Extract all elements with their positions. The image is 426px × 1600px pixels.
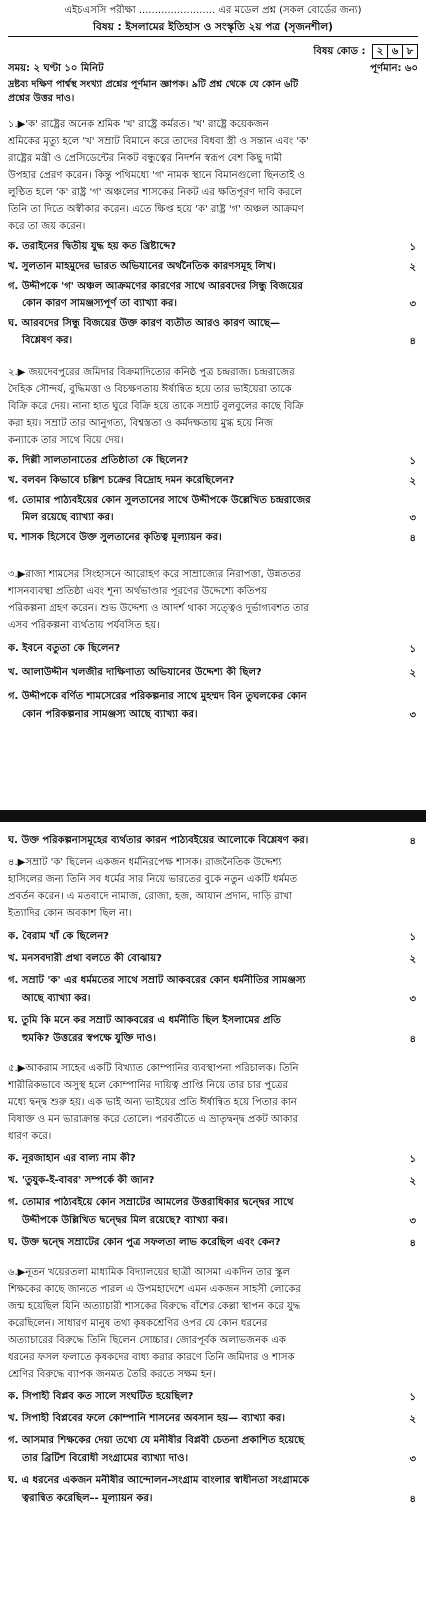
q5-stem: ৫.▶আকরাম সাহেব একটি বিখ্যাত কোম্পানির ব্যবস্থাপনা পরিচালক। তিনি <box>8 1063 299 1074</box>
header-rule <box>8 36 418 37</box>
instruction: প্রশ্নের উত্তর দাও। <box>8 93 75 104</box>
q6-a-mark: ১ <box>409 1392 416 1403</box>
q3-d-mark: ৪ <box>409 836 416 847</box>
q3-a: ক. ইবনে বতুতা কে ছিলেন? <box>8 643 121 654</box>
q3-d: ঘ. উক্ত পরিকল্পনাসমূহের ব্যর্থতার কারন পাঠ্যবইয়ের আলোকে বিশ্লেষণ কর। <box>8 835 309 846</box>
q2-c: মিল রয়েছে ব্যাখ্যা কর। <box>22 512 114 523</box>
q4-d: ঘ. তুমি কি মনে কর সম্রাট আকবরের এ ধর্মনীতি ছিল ইসলামের প্রতি <box>8 1015 281 1026</box>
q3-c: গ. উদ্দীপকে বর্ণিত শামসেরের পরিকল্পনার সাথে মুহম্মদ বিন তুঘলকের কোন <box>8 691 307 702</box>
q5-d-mark: ৪ <box>409 1238 416 1249</box>
q3-c-mark: ৩ <box>409 710 416 721</box>
q1-b: খ. সুলতান মাহমুদের ভারত অভিযানের অর্থনৈতিক কারণসমূহ লিখ। <box>8 261 276 272</box>
code-digit: ২ <box>372 44 388 59</box>
q2-b-mark: ২ <box>409 476 416 487</box>
q1-stem: রাষ্ট্রের মন্ত্রী ও প্রেসিডেন্টের নিকট বন্ধুত্বের নিদর্শন স্বরূপ বেশ কিছু দামী <box>8 153 283 164</box>
q2-stem: বিক্রি করে দেয়। নানা হাত ঘুরে বিক্রি হয়ে তাকে সম্রাট বুলবুলের কাছে বিক্রি <box>8 401 304 412</box>
q1-a-mark: ১ <box>409 242 416 253</box>
q4-a-mark: ১ <box>409 932 416 943</box>
q6-c: গ. আসমার শিক্ষকের দেয়া তথ্যে যে মনীষীর বিপ্লবী চেতনা প্রকাশিত হয়েছে <box>8 1435 305 1446</box>
q6-stem: জন্ম হয়েছিল যিনি অত্যাচারী শাসকের বিরুদ্ধে বাঁশের কেল্লা স্থাপন করে যুদ্ধ <box>8 1301 301 1312</box>
q1-d-mark: ৪ <box>409 336 416 347</box>
code-digit: ৬ <box>387 44 403 59</box>
q5-c: উদ্দীপকে উল্লিখিত দ্বন্দ্বের মিল রয়েছে? ব্যাখ্যা কর। <box>22 1215 228 1226</box>
q1-stem: উপহার প্রেরণ করেন। কিন্তু পথিমধ্যে 'গ' নামক স্থানে বিমানগুলো ছিনতাই ও <box>8 170 306 181</box>
q5-c: গ. তোমার পাঠ্যবইয়ে কোন সম্রাটের আমলের উত্তরাধিকার দ্বন্দ্বের সাথে <box>8 1197 294 1208</box>
q2-stem: দৈহিক সৌন্দর্য, বুদ্ধিমত্তা ও বিচক্ষণতায় ঈর্ষান্বিত হয়ে তার ভাইয়েরা তাকে <box>8 384 292 395</box>
q5-stem: বিষাক্ত ও মন ভারাক্রান্ত করে তোলে। পরবর্তীতে এ ভ্রাতৃদ্বন্দ্ব প্রকট আকার <box>8 1114 299 1125</box>
q5-b: খ. 'তুযুক-ই-বাবর' সম্পর্কে কী জান? <box>8 1175 155 1186</box>
q5-stem: শারীরিকভাবে অসুস্থ হলে কোম্পানির দায়িত্ব প্রাপ্তি নিয়ে তার চার পুত্রের <box>8 1080 289 1091</box>
q3-a-mark: ১ <box>409 644 416 655</box>
q2-c-mark: ৩ <box>409 513 416 524</box>
q6-c: তার ব্রিটিশ বিরোধী সংগ্রামের ব্যাখ্যা দাও। <box>22 1453 189 1464</box>
q6-d: ত্বরান্বিত করেছিল–- মূল্যায়ন কর। <box>22 1493 153 1504</box>
subject-title: বিষয় : ইসলামের ইতিহাস ও সংস্কৃতি ২য় পত্র (সৃজনশীল) <box>93 21 333 33</box>
q5-stem: মধ্যে দ্বন্দ্ব শুরু হয়। এক ভাই অন্য ভাইয়ের প্রতি ঈর্ষান্বিত হয়ে পিতার কান <box>8 1097 297 1108</box>
q6-d-mark: ৪ <box>409 1494 416 1505</box>
q2-d: ঘ. শাসক হিসেবে উক্ত সুলতানের কৃতিত্ব মূল্যায়ন কর। <box>8 532 222 543</box>
q2-b: খ. বলবন কিভাবে চল্লিশ চক্রের বিদ্রোহ দমন করেছিলেন? <box>8 475 235 486</box>
q6-d: ঘ. এ ধরনের একজন মনীষীর আন্দোলন-সংগ্রাম বাংলার স্বাধীনতা সংগ্রামকে <box>8 1475 310 1486</box>
q1-stem: ১.▶'ক' রাষ্ট্রের অনেক শ্রমিক 'খ' রাষ্ট্রে কর্মরত। 'খ' রাষ্ট্রে কয়েকজন <box>8 119 269 130</box>
q4-b: খ. মনসবদারী প্রথা বলতে কী বোঝায়? <box>8 953 162 964</box>
q4-a: ক. বৈরাম খাঁ কে ছিলেন? <box>8 931 109 942</box>
page-divider <box>0 810 426 822</box>
q3-stem: শাসনব্যবস্থা প্রতিষ্ঠা এবং শূন্য অর্থভাণ্ডার পূরণের উদ্দেশ্যে কতিপয় <box>8 586 267 597</box>
q6-stem: ধরনের ফসল ফলাতে কৃষকদের বাধ্য করার কারণে তিনি জমিদার ও শাসক <box>8 1352 295 1363</box>
q4-d-mark: ৪ <box>409 1034 416 1045</box>
q6-a: ক. সিপাহী বিপ্লব কত সালে সংঘটিত হয়েছিল? <box>8 1391 194 1402</box>
q2-d-mark: ৪ <box>409 533 416 544</box>
q5-c-mark: ৩ <box>409 1216 416 1227</box>
exam-page-2 <box>0 822 426 1600</box>
q5-d: ঘ. উক্ত দ্বন্দ্বে সম্রাটের কোন পুত্র সফলতা লাভ করেছিল এবং কেন? <box>8 1237 281 1248</box>
q6-b-mark: ২ <box>409 1414 416 1425</box>
full-marks-label: পূর্ণমান: ৬০ <box>370 63 418 74</box>
q5-a-mark: ১ <box>409 1154 416 1165</box>
q6-stem: শ্রেণির বিরুদ্ধে ব্যাপক জনমত তৈরি করতে সক্ষম হন। <box>8 1369 216 1380</box>
q2-c: গ. তোমার পাঠ্যবইয়ের কোন সুলতানের সাথে উদ্দীপকে উল্লেখিত চন্দ্ররাজের <box>8 495 311 506</box>
q3-stem: এসব পরিকল্পনা ব্যর্থতায় পর্যবসিত হয়। <box>8 620 160 631</box>
q4-stem: হাসিলের জন্য তিনি সব ধর্মের সার নিয়ে ভারতের বুকে নতুন একটি ধর্মমত <box>8 874 298 885</box>
q6-b: খ. সিপাহী বিপ্লবের ফলে কোম্পানি শাসনের অবসান হয়— ব্যাখ্যা কর। <box>8 1413 285 1424</box>
q3-b-mark: ২ <box>409 668 416 679</box>
q4-d: হুমকি? উত্তরের স্বপক্ষে যুক্তি দাও। <box>22 1033 156 1044</box>
exam-title: এইচএসসি পরীক্ষা ........................ এর মডেল প্রশ্ন (সকল বোর্ডের জন্য) <box>64 5 362 16</box>
q1-stem: তিনি তা দিতে অস্বীকার করেন। এতে ক্ষিপ্ত হয়ে 'ক' রাষ্ট্র 'গ' অঞ্চল আক্রমণ <box>8 204 304 215</box>
instruction: দ্রষ্টব্য দক্ষিণ পার্শ্বস্থ সংখ্যা প্রশ্নের পূর্ণমান জ্ঞাপক। ৯টি প্রশ্ন থেকে যে কোন ৬টি <box>8 79 299 90</box>
q4-c: গ. সম্রাট 'ক' এর ধর্মমতের সাথে সম্রাট আকবরের কোন ধর্মনীতির সামঞ্জস্য <box>8 975 306 986</box>
q6-stem: শিক্ষকের কাছে জানতে পারল এ উপমহাদেশে এমন একজন সাহসী লোকের <box>8 1284 301 1295</box>
q3-c: কোন পরিকল্পনার সামঞ্জস্য আছে ব্যাখ্যা কর। <box>22 709 198 720</box>
q4-stem: প্রবর্তন করেন। এ মতবাদে নামাজ, রোজা, হজ, আযান প্রদান, দাড়ি রাখা <box>8 891 293 902</box>
q5-b-mark: ২ <box>409 1176 416 1187</box>
q1-a: ক. তরাইনের দ্বিতীয় যুদ্ধ হয় কত খ্রিষ্টাব্দে? <box>8 241 177 252</box>
q4-stem: ইত্যাদির কোন অবকাশ ছিল না। <box>8 908 132 919</box>
time-label: সময়: ২ ঘণ্টা ১০ মিনিট <box>8 63 104 74</box>
q5-a: ক. নূরজাহান এর বাল্য নাম কী? <box>8 1153 136 1164</box>
q1-d: ঘ. আরবদের সিন্ধু বিজয়ের উক্ত কারণ ব্যতীত আরও কারণ আছে— <box>8 318 280 329</box>
q6-stem: অত্যাচারের বিরুদ্ধে তিনি ছিলেন সোচ্চার। জোরপূর্বক অলাভজনক এক <box>8 1335 286 1346</box>
q4-c-mark: ৩ <box>409 994 416 1005</box>
q4-c: আছে ব্যাখ্যা কর। <box>22 993 91 1004</box>
q6-c-mark: ৩ <box>409 1454 416 1465</box>
q1-stem: করে তা জয় করেন। <box>8 221 86 232</box>
q1-c: গ. উদ্দীপকে 'গ' অঞ্চল আক্রমণের কারণের সাথে আরবদের সিন্ধু বিজয়ের <box>8 281 303 292</box>
q6-stem: করেছিলেন। সাধারণ মানুষ তথা কৃষকশ্রেণির ওপর যে কোন ধরনের <box>8 1318 268 1329</box>
q4-stem: ৪.▶সম্রাট 'ক' ছিলেন একজন ধর্মনিরপেক্ষ শাসক। রাজনৈতিক উদ্দেশ্য <box>8 857 282 868</box>
q3-stem: ৩.▶রাজা শামসের সিংহাসনে আরোহণ করে সাম্রাজ্যের নিরাপত্তা, উন্নততর <box>8 569 301 580</box>
q6-stem: ৬.▶নূতন খয়েরতলা মাধ্যমিক বিদ্যালয়ের ছাত্রী আসমা একদিন তার স্কুল <box>8 1267 290 1278</box>
subject-code <box>8 44 418 59</box>
q2-a: ক. দিল্লী সালতানাতের প্রতিষ্ঠাতা কে ছিলেন? <box>8 455 189 466</box>
q1-c-mark: ৩ <box>409 299 416 310</box>
q2-stem: ২.▶ জয়দেবপুরের জমিদার বিক্রমাদিত্যের কনিষ্ঠ পুত্র চন্দ্ররাজ। চন্দ্ররাজের <box>8 367 295 378</box>
q4-b-mark: ২ <box>409 954 416 965</box>
q1-stem: শ্রমিকের মৃত্যু হলে 'খ' সম্রাট বিমানে করে তাদের বিধবা স্ত্রী ও সন্তান এবং 'ক' <box>8 136 309 147</box>
q1-c: কোন কারণ সামঞ্জস্যপূর্ণ তা ব্যাখ্যা কর। <box>22 298 177 309</box>
code-digit: ৮ <box>402 44 418 59</box>
q1-b-mark: ২ <box>409 262 416 273</box>
q2-stem: করা হয়। সম্রাট তার আনুগত্য, বিশ্বস্ততা ও কর্মদক্ষতায় মুগ্ধ হয়ে নিজ <box>8 418 274 429</box>
q5-stem: ধারণ করে। <box>8 1131 52 1142</box>
q2-a-mark: ১ <box>409 456 416 467</box>
q3-b: খ. আলাউদ্দীন খলজীর দাক্ষিণাত্য অভিযানের উদ্দেশ্য কী ছিল? <box>8 667 262 678</box>
subject-code-label: বিষয় কোড : <box>313 46 366 57</box>
q3-stem: পরিকল্পনা গ্রহণ করেন। শুভ উদ্দেশ্য ও আদর্শ থাকা সত্ত্বেও দুর্ভাগ্যবশত তার <box>8 603 309 614</box>
q1-stem: লুণ্ঠিত হলে 'ক' রাষ্ট্র 'গ' অঞ্চলের শাসকের নিকট এর ক্ষতিপূরণ দাবি করলে <box>8 187 302 198</box>
q1-d: বিশ্লেষণ কর। <box>22 335 73 346</box>
q2-stem: কন্যাকে তার সাথে বিয়ে দেয়। <box>8 435 124 446</box>
